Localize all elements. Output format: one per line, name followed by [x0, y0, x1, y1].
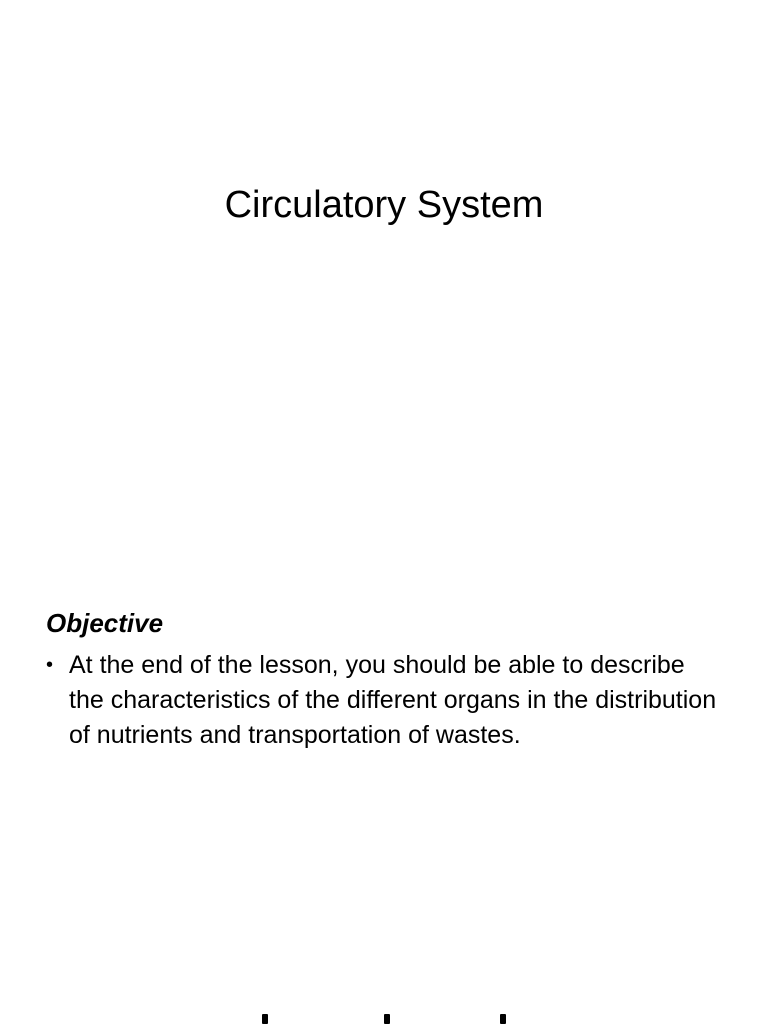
- glyph-fragment: [384, 1014, 390, 1024]
- list-item: [46, 648, 726, 753]
- bullet-text: At the end of the lesson, you should be able to describe the characteristics of the different organs in the distribution of nutrients and transportation of wastes.: [69, 651, 717, 749]
- objective-heading: Objective: [46, 608, 164, 638]
- glyph-fragment: [500, 1014, 506, 1024]
- objective-list: [46, 648, 726, 753]
- glyph-fragment: [262, 1014, 268, 1024]
- bullet-marker: •: [46, 654, 54, 676]
- slide-title: Circulatory System: [224, 184, 544, 226]
- cropped-next-line: [0, 1010, 768, 1024]
